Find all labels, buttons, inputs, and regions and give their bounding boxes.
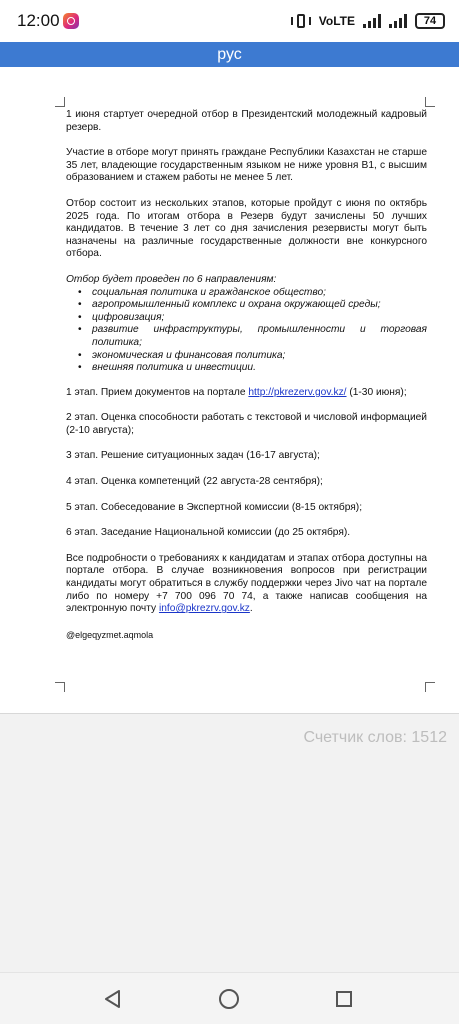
paragraph-eligibility: Участие в отборе могут принять граждане Республики Казахстан не старше 35 лет, владеющие государственным языком не ниже уровня В1, с высшим образованием и стажем работы не менее 5 лет.	[66, 147, 427, 184]
status-time: 12:00	[17, 11, 60, 30]
stage-2: 2 этап. Оценка способности работать с текстовой и числовой информацией (2-10 августа);	[66, 412, 427, 436]
back-icon[interactable]	[104, 990, 122, 1008]
document-body	[66, 109, 427, 654]
vibrate-icon	[291, 12, 311, 30]
margin-corner-bottom-left	[55, 682, 65, 692]
contacts-end: .	[249, 603, 253, 615]
email-link[interactable]: info@pkrezrv.gov.kz	[158, 603, 250, 615]
battery-icon: 74	[415, 13, 445, 29]
signal-icon	[363, 14, 381, 28]
margin-corner-bottom-right	[425, 682, 435, 692]
margin-corner-top-left	[55, 97, 65, 107]
list-item: • цифровизация;	[66, 312, 427, 325]
signal-2-icon	[389, 14, 407, 28]
stage-4: 4 этап. Оценка компетенций (22 августа-28 сентября);	[66, 476, 323, 488]
signature: @elgeqyzmet.aqmola	[66, 629, 154, 640]
document-page[interactable]	[0, 67, 459, 714]
portal-link[interactable]: http://pkrezerv.gov.kz/	[248, 386, 347, 398]
contacts-text: Все подробности о требованиях к кандидатам и этапах отбора доступны на портале отбора. В случае возникновения вопросов при регистрации кандидаты могут обратиться в службу поддержки через Jivo чат на портале либо по номеру +7 700 096 70 74, а также написав сообщения на электронную почту	[66, 552, 427, 615]
stage-6: 6 этап. Заседание Национальной комиссии (до 25 октября).	[66, 527, 351, 539]
list-item: • внешняя политика и инвестиции.	[66, 362, 427, 375]
paragraph-intro: 1 июня стартует очередной отбор в Президентский молодежный кадровый резерв.	[66, 109, 427, 133]
stage-1-dates: (1-30 июня);	[346, 386, 407, 398]
list-item: • социальная политика и гражданское общество;	[66, 287, 427, 300]
volte-label: VoLTE	[318, 14, 355, 28]
stage-1-text: 1 этап. Прием документов на портале	[66, 386, 249, 398]
word-count: Счетчик слов: 1512	[303, 729, 447, 746]
home-icon[interactable]	[219, 989, 239, 1009]
list-item: • экономическая и финансовая политика;	[66, 350, 427, 363]
directions-list	[66, 287, 427, 375]
status-icons	[291, 10, 445, 32]
list-item: • агропромышленный комплекс и охрана окружающей среды;	[66, 299, 427, 312]
status-bar	[0, 0, 459, 42]
stage-5: 5 этап. Собеседование в Экспертной комиссии (8-15 октября);	[66, 501, 363, 513]
language-label[interactable]: рус	[217, 46, 242, 63]
instagram-icon	[63, 13, 79, 29]
margin-corner-top-right	[425, 97, 435, 107]
language-bar[interactable]	[0, 42, 459, 67]
recent-apps-icon[interactable]	[336, 991, 352, 1007]
paragraph-stages-overview: Отбор состоит из нескольких этапов, которые пройдут с июня по октябрь 2025 года. По итогам отбора в Резерв будут зачислены 50 лучших кандидатов. В течение 3 лет со дня зачисления резервисты могут быть назначены на различные государственные должности вне конкурсного отбора.	[66, 197, 427, 260]
list-item: • развитие инфраструктуры, промышленности и торговая политика;	[66, 324, 427, 349]
paragraph-contacts	[66, 553, 427, 616]
directions-intro: Отбор будет проведен по 6 направлениям:	[66, 273, 277, 285]
stage-3: 3 этап. Решение ситуационных задач (16-17 августа);	[66, 450, 320, 462]
navigation-bar	[0, 972, 459, 1024]
stage-1	[66, 387, 427, 400]
